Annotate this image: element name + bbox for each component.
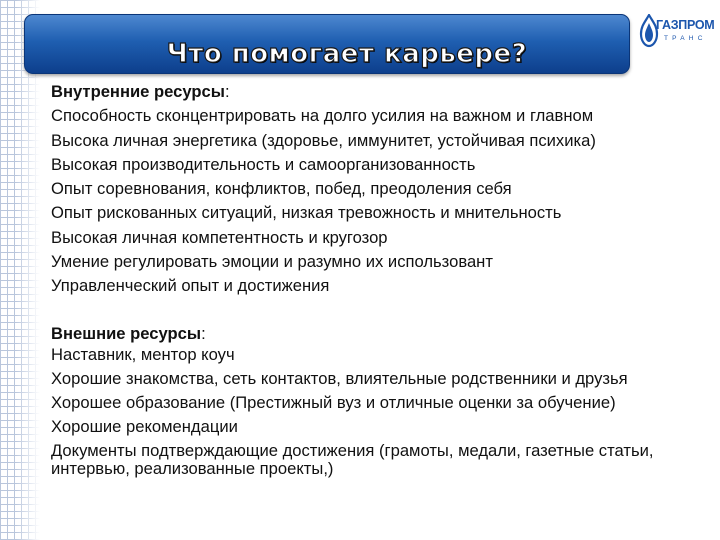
heading-text: Внутренние ресурсы [51, 82, 225, 101]
logo-name: ГАЗПРОМ [656, 18, 715, 32]
list-item: Опыт соревнования, конфликтов, побед, преодоления себя [51, 179, 512, 199]
heading-colon: : [224, 82, 230, 101]
external-resources-list [51, 346, 716, 478]
list-item: Высокая производительность и самоорганизованность [51, 154, 476, 174]
slide-content [51, 80, 716, 478]
internal-resources-heading [51, 80, 716, 104]
slide-title: Что помогает карьере? [166, 39, 528, 69]
background-grid-fade [0, 0, 40, 540]
list-item: Высокая личная компетентность и кругозор [51, 227, 388, 247]
list-item: Хорошие рекомендации [51, 416, 238, 436]
list-item: Наставник, ментор коуч [51, 344, 235, 364]
internal-resources-list [51, 104, 716, 298]
list-item: Умение регулировать эмоции и разумно их использовант [51, 252, 493, 272]
list-item: Высока личная энергетика (здоровье, иммунитет, устойчивая психика) [51, 130, 596, 150]
list-item: Хорошее образование (Престижный вуз и отличные оценки за обучение) [51, 392, 616, 412]
list-item: Способность сконцентрировать на долго усилия на важном и главном [51, 106, 594, 126]
heading-text: Внешние ресурсы [51, 323, 202, 343]
list-item: Документы подтверждающие достижения (грамоты, медали, газетные статьи, интервью, реализованные проекты,) [51, 440, 654, 478]
title-bar [24, 14, 630, 74]
logo-subtitle: ТРАНС [664, 35, 707, 42]
list-item: Опыт рискованных ситуаций, низкая тревожность и мнительность [51, 203, 562, 223]
heading-colon: : [201, 323, 206, 343]
external-resources-heading [51, 322, 716, 346]
list-item: Хорошие знакомства, сеть контактов, влиятельные родственники и друзья [51, 368, 628, 388]
list-item: Управленческий опыт и достижения [51, 276, 330, 296]
company-logo [636, 14, 715, 48]
